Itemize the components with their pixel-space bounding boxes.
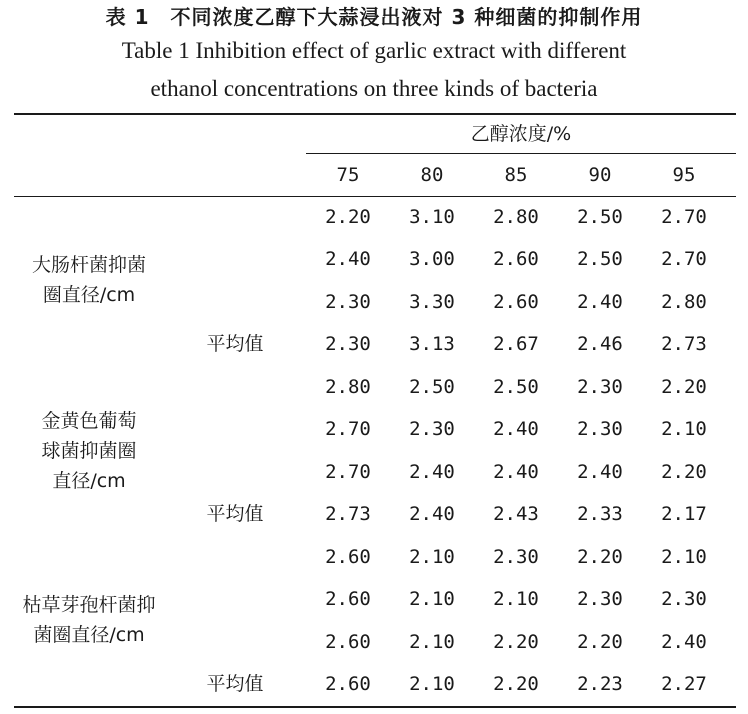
table-cell: 2.50 [409,376,455,398]
group-label-line: 金黄色葡萄 [41,410,137,432]
table-cell-average: 3.13 [409,333,455,355]
table-cell-average: 2.10 [409,673,455,695]
table-title-chinese: 表 1 不同浓度乙醇下大蒜浸出液对 3 种细菌的抑制作用 [105,5,643,29]
table-cell-average: 2.23 [577,673,623,695]
col-head-75: 75 [336,164,360,186]
table-cell: 3.30 [409,291,455,313]
table-cell: 2.40 [661,631,707,653]
table-cell-average: 2.73 [661,333,707,355]
group-label-b-subtilis [10,590,168,650]
table-cell-average: 2.17 [661,503,707,525]
table-top-rule [14,113,736,115]
table-cell-average: 2.46 [577,333,623,355]
table-cell: 2.20 [577,631,623,653]
group-label-line: 直径/cm [52,470,126,492]
group-label-e-coli [10,250,168,310]
table-cell: 2.20 [661,461,707,483]
table-cell-average: 2.33 [577,503,623,525]
table-cell-average: 2.43 [493,503,539,525]
table-cell: 2.80 [325,376,371,398]
table-cell: 2.80 [661,291,707,313]
table-cell: 2.70 [661,248,707,270]
group-label-line: 枯草芽孢杆菌抑 [22,594,156,616]
header-bottom-rule [14,196,736,197]
col-head-85: 85 [504,164,528,186]
table-cell-average: 2.40 [409,503,455,525]
table-cell-average: 2.60 [325,673,371,695]
table-cell: 2.40 [493,418,539,440]
table-cell: 2.10 [661,418,707,440]
table-cell: 2.40 [493,461,539,483]
table-cell: 2.70 [661,206,707,228]
table-cell: 2.60 [493,248,539,270]
table-cell: 2.30 [577,376,623,398]
table-cell: 2.60 [325,631,371,653]
group-label-line: 球菌抑菌圈 [41,440,137,462]
table-cell: 2.10 [661,546,707,568]
col-head-95: 95 [672,164,696,186]
table-cell: 2.10 [409,588,455,610]
table-cell: 2.30 [409,418,455,440]
header-sub-rule [306,153,736,154]
ethanol-concentration-header: 乙醇浓度/% [470,123,572,145]
table-cell-average: 2.27 [661,673,707,695]
table-title-english-line1: Table 1 Inhibition effect of garlic extract with different [121,38,627,63]
table-cell: 3.10 [409,206,455,228]
table-cell: 2.40 [409,461,455,483]
table-cell: 2.80 [493,206,539,228]
table-cell: 2.40 [325,248,371,270]
table-cell: 2.50 [577,206,623,228]
table-cell: 2.70 [325,461,371,483]
table-cell: 2.20 [325,206,371,228]
average-label: 平均值 [206,673,264,695]
table-title-english-line2: ethanol concentrations on three kinds of bacteria [150,76,598,101]
col-head-80: 80 [420,164,444,186]
table-cell-average: 2.67 [493,333,539,355]
table-cell: 2.30 [577,418,623,440]
table-cell: 2.10 [409,546,455,568]
table-cell: 2.30 [577,588,623,610]
average-label: 平均值 [206,333,264,355]
table-cell: 2.40 [577,461,623,483]
table-cell: 2.10 [409,631,455,653]
col-head-90: 90 [588,164,612,186]
group-label-line: 大肠杆菌抑菌 [31,254,146,276]
table-cell-average: 2.20 [493,673,539,695]
group-label-line: 圈直径/cm [42,284,136,306]
table-cell: 2.30 [493,546,539,568]
table-cell: 2.60 [325,546,371,568]
average-label: 平均值 [206,503,264,525]
table-cell: 2.50 [493,376,539,398]
table-cell: 2.50 [577,248,623,270]
table-cell: 2.30 [661,588,707,610]
table-cell: 3.00 [409,248,455,270]
table-cell: 2.70 [325,418,371,440]
table-cell: 2.20 [661,376,707,398]
table-cell: 2.40 [577,291,623,313]
table-cell: 2.20 [493,631,539,653]
table-cell: 2.60 [493,291,539,313]
group-label-line: 菌圈直径/cm [33,624,145,646]
table-cell-average: 2.30 [325,333,371,355]
table-bottom-rule [14,706,736,708]
group-label-s-aureus [10,406,168,496]
table-cell: 2.60 [325,588,371,610]
table-cell: 2.30 [325,291,371,313]
table-cell-average: 2.73 [325,503,371,525]
table-cell: 2.20 [577,546,623,568]
table-cell: 2.10 [493,588,539,610]
